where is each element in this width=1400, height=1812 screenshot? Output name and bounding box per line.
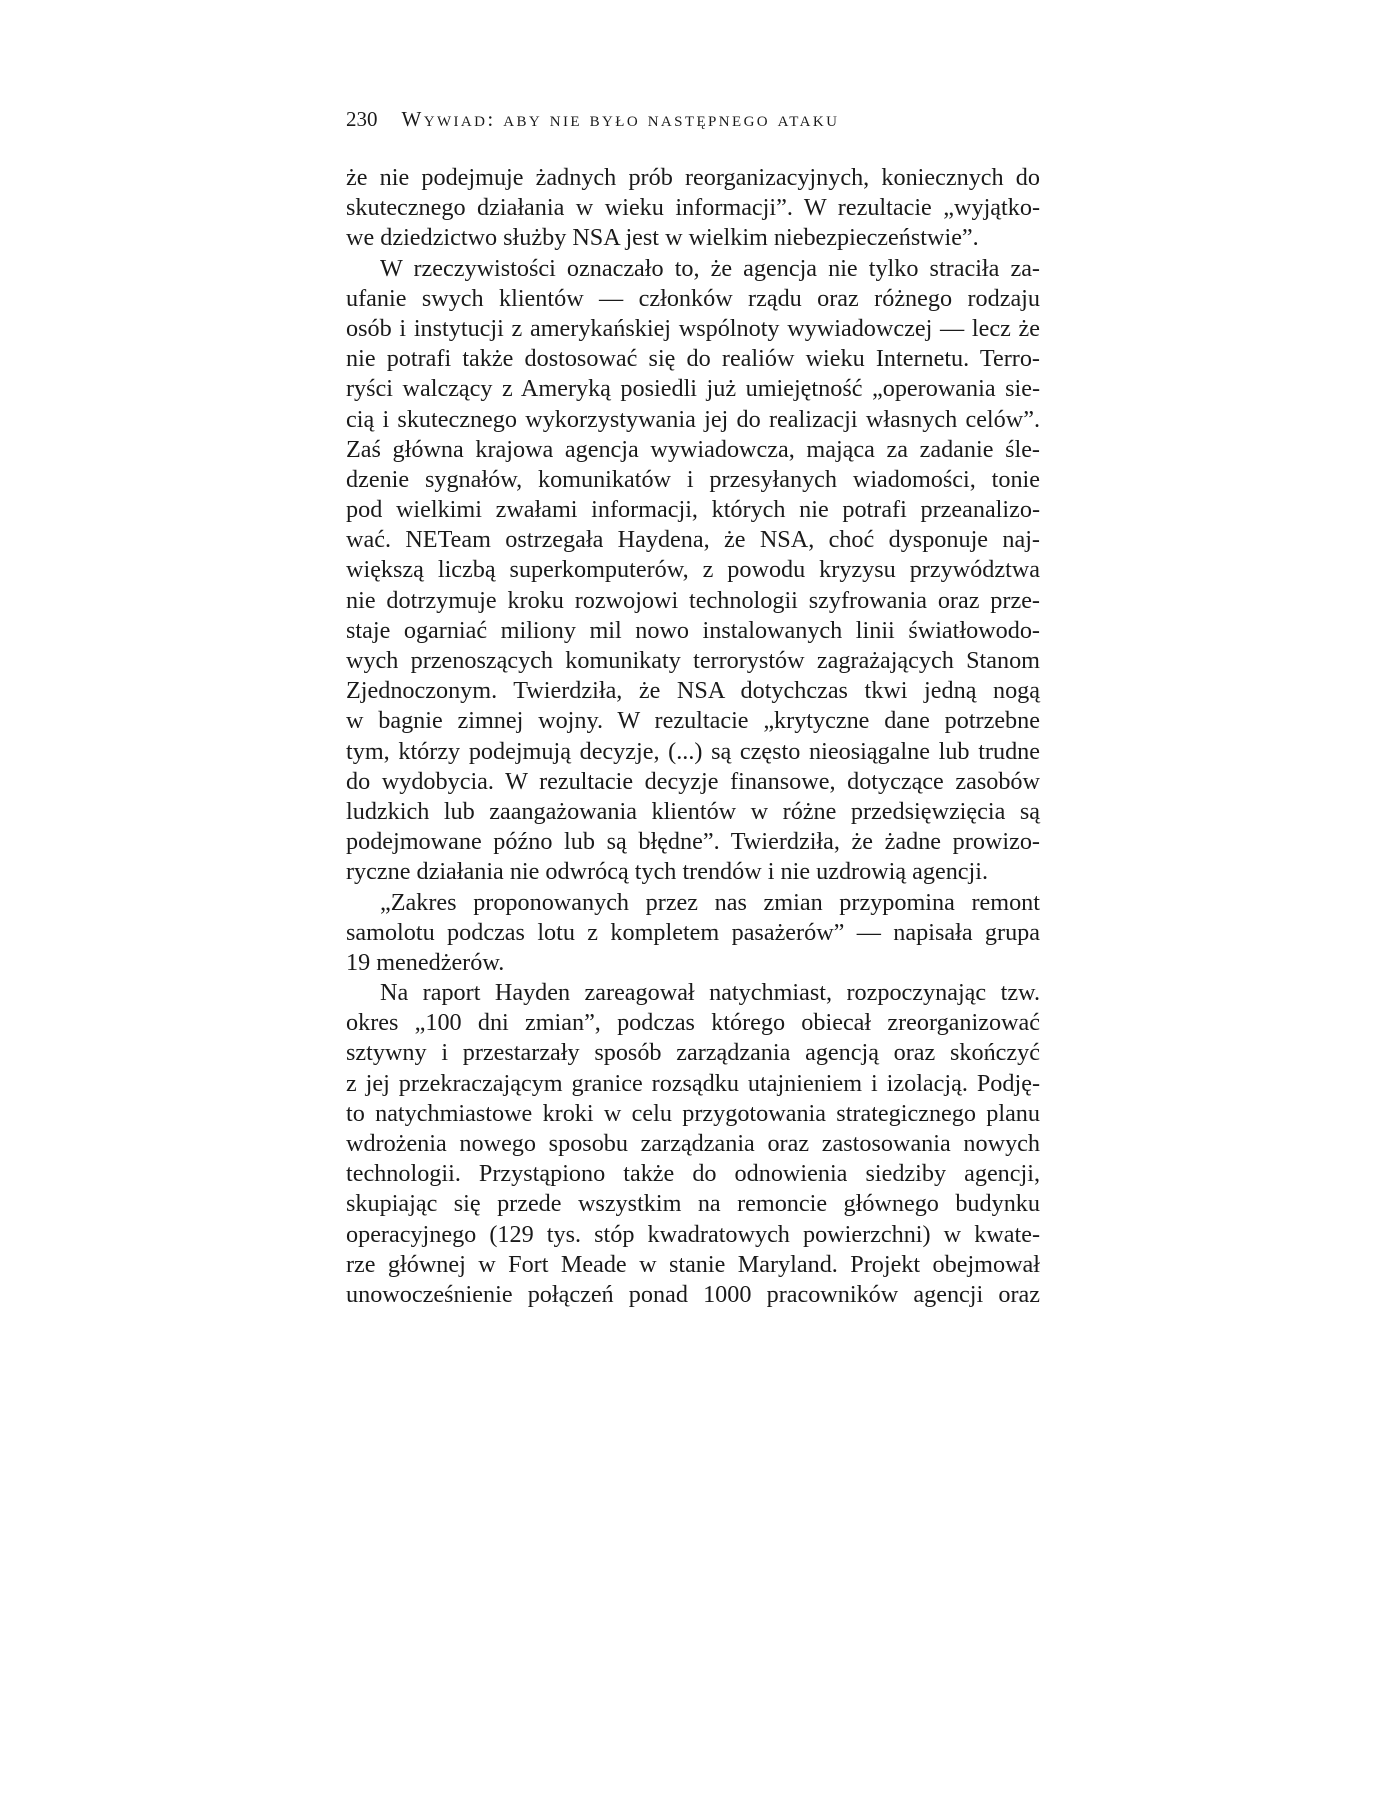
text-line: że nie podejmuje żadnych prób reorganizacyjnych, koniecznych do [346,164,1040,191]
text-line: Na raport Hayden zareagował natychmiast, rozpoczynając tzw. [380,979,1040,1007]
text-line: podejmowane późno lub są błędne”. Twierdziła, że żadne prowizo- [346,828,1040,856]
text-line: skupiając się przede wszystkim na remoncie głównego budynku [346,1190,1040,1218]
text-line: dzenie sygnałów, komunikatów i przesyłanych wiadomości, tonie [346,465,1040,493]
text-line: wych przenoszących komunikaty terrorystów zagrażających Stanom [346,647,1040,674]
text-line: „Zakres proponowanych przez nas zmian przypomina remont [380,888,1040,916]
text-line: sztywny i przestarzały sposób zarządzania agencją oraz skończyć [346,1039,1040,1067]
text-line: Zaś główna krajowa agencja wywiadowcza, mająca za zadanie śle- [346,435,1040,463]
text-line: skutecznego działania w wieku informacji”. W rezultacie „wyjątko- [346,194,1040,222]
text-line: ryczne działania nie odwrócą tych trendów i nie uzdrowią agencji. [346,858,989,886]
text-line: rze głównej w Fort Meade w stanie Maryland. Projekt obejmował [346,1250,1040,1278]
text-line: tym, którzy podejmują decyzje, (...) są często nieosiągalne lub trudne [346,737,1040,765]
text-line: w bagnie zimnej wojny. W rezultacie „krytyczne dane potrzebne [346,707,1040,735]
text-line: z jej przekraczającym granice rozsądku utajnieniem i izolacją. Podję- [346,1069,1040,1097]
paragraph [346,888,1040,979]
text-line: okres „100 dni zmian”, podczas którego obiecał zreorganizować [346,1009,1040,1037]
paragraph [346,254,1040,888]
text-line: W rzeczywistości oznaczało to, że agencja nie tylko straciła za- [380,254,1040,282]
text-line: cią i skutecznego wykorzystywania jej do realizacji własnych celów”. [346,405,1040,433]
text-line: unowocześnienie połączeń ponad 1000 pracowników agencji oraz [346,1280,1040,1308]
text-line: we dziedzictwo służby NSA jest w wielkim niebezpieczeństwie”. [346,224,979,252]
text-line: pod wielkimi zwałami informacji, których nie potrafi przeanalizo- [346,496,1040,524]
paragraph [346,163,1040,254]
page-number: 230 [346,107,378,131]
text-line: do wydobycia. W rezultacie decyzje finansowe, dotyczące zasobów [346,767,1040,795]
text-line: to natychmiastowe kroki w celu przygotowania strategicznego planu [346,1099,1040,1127]
text-line: Zjednoczonym. Twierdziła, że NSA dotychczas tkwi jedną nogą [346,677,1040,705]
text-line: operacyjnego (129 tys. stóp kwadratowych powierzchni) w kwate- [346,1220,1040,1248]
text-line: technologii. Przystąpiono także do odnowienia siedziby agencji, [346,1160,1040,1188]
body-text [346,163,1040,1310]
paragraph [346,978,1040,1310]
text-line: nie dotrzymuje kroku rozwojowi technologii szyfrowania oraz prze- [346,586,1040,614]
text-line: staje ogarniać miliony mil nowo instalowanych linii światłowodo- [346,616,1040,644]
text-line: ludzkich lub zaangażowania klientów w różne przedsięwzięcia są [346,797,1040,825]
text-line: samolotu podczas lotu z kompletem pasażerów” — napisała grupa [346,918,1040,946]
text-line: większą liczbą superkomputerów, z powodu kryzysu przywództwa [346,556,1040,584]
text-line: ufanie swych klientów — członków rządu oraz różnego rodzaju [346,284,1040,312]
text-line: wać. NETeam ostrzegała Haydena, że NSA, choć dysponuje naj- [346,526,1040,554]
running-head [346,104,1046,134]
chapter-title: Wywiad: aby nie było następnego ataku [401,107,840,131]
text-line: ryści walczący z Ameryką posiedli już umiejętność „operowania sie- [346,375,1040,403]
text-line: 19 menedżerów. [346,948,505,976]
text-line: nie potrafi także dostosować się do realiów wieku Internetu. Terro- [346,345,1040,373]
text-line: osób i instytucji z amerykańskiej wspólnoty wywiadowczej — lecz że [346,314,1040,342]
text-line: wdrożenia nowego sposobu zarządzania oraz zastosowania nowych [346,1130,1040,1157]
